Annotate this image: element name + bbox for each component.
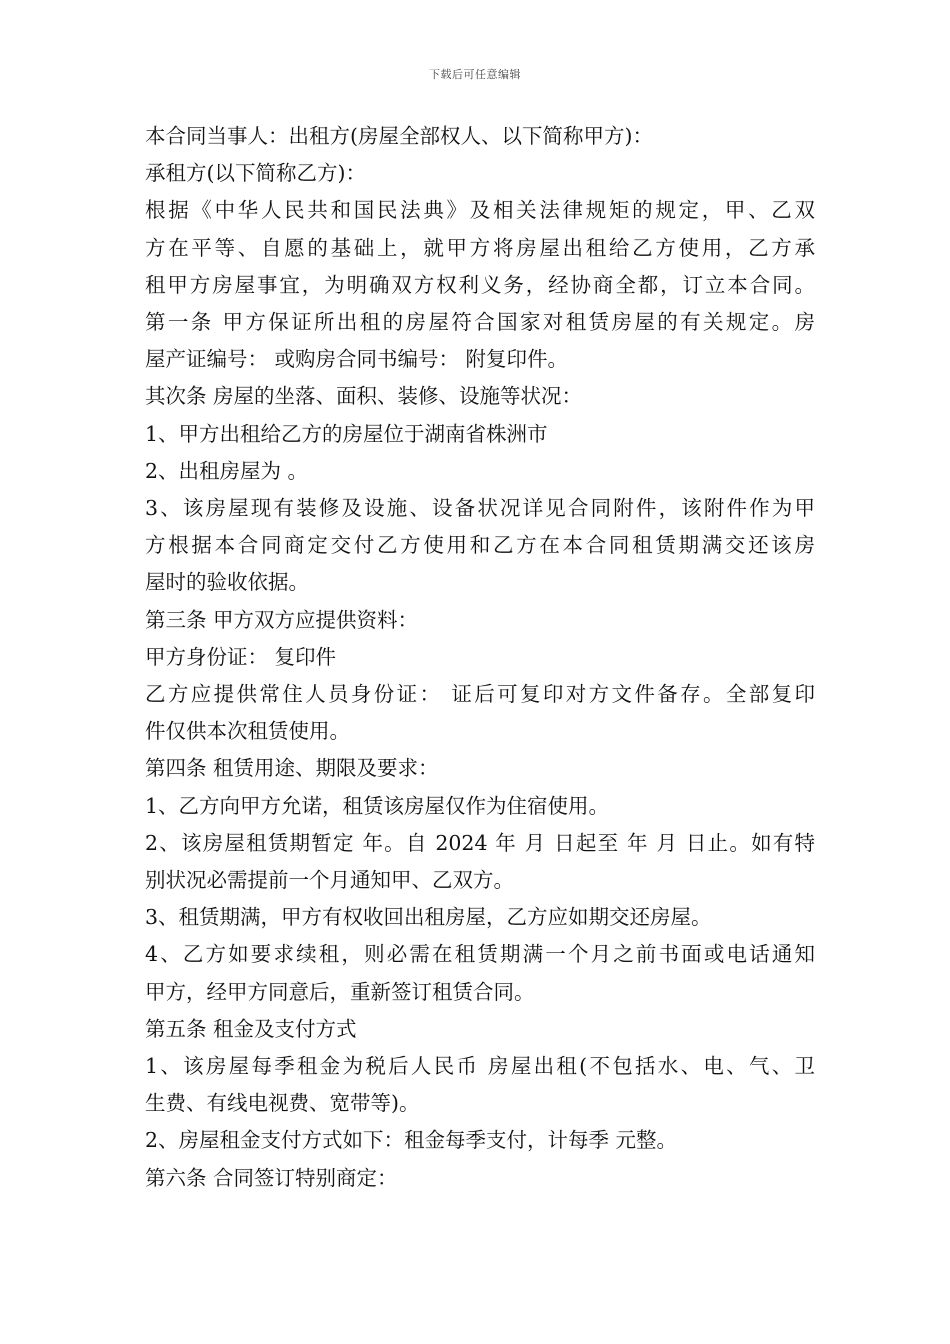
text-line: 屋产证编号： 或购房合同书编号： 附复印件。 xyxy=(145,347,569,372)
text-line: 生费、有线电视费、宽带等)。 xyxy=(145,1091,420,1116)
text-line: 其次条 房屋的坐落、面积、装修、设施等状况： xyxy=(145,384,583,409)
text-line: 别状况必需提前一个月通知甲、乙双方。 xyxy=(145,868,514,893)
text-line: 甲方身份证： 复印件 xyxy=(145,644,337,669)
text-line: 2、该房屋租赁期暂定 年。自 2024 年 月 日起至 年 月 日止。如有特 xyxy=(145,830,815,855)
text-line: 件仅供本次租赁使用。 xyxy=(145,719,350,744)
text-line: 第五条 租金及支付方式 xyxy=(145,1016,357,1041)
text-line: 第六条 合同签订特别商定： xyxy=(145,1165,398,1190)
text-line: 2、房屋租金支付方式如下：租金每季支付，计每季 元整。 xyxy=(145,1128,678,1153)
text-line: 第四条 租赁用途、期限及要求： xyxy=(145,756,439,781)
text-line: 根据《中华人民共和国民法典》及相关法律规矩的规定，甲、乙双 xyxy=(145,198,815,223)
text-line: 本合同当事人：出租方(房屋全部权人、以下简称甲方)： xyxy=(145,124,653,148)
contract-body xyxy=(145,118,815,1197)
text-line: 1、乙方向甲方允诺，租赁该房屋仅作为住宿使用。 xyxy=(145,793,610,818)
text-line: 方根据本合同商定交付乙方使用和乙方在本合同租赁期满交还该房 xyxy=(145,533,815,558)
text-line: 1、该房屋每季租金为税后人民币 房屋出租(不包括水、电、气、卫 xyxy=(145,1054,815,1079)
text-line: 租甲方房屋事宜，为明确双方权利义务，经协商全都，订立本合同。 xyxy=(145,272,815,297)
text-line: 1、甲方出租给乙方的房屋位于湖南省株洲市 xyxy=(145,421,548,446)
page-header-note: 下载后可任意编辑 xyxy=(429,68,521,81)
text-line: 4、乙方如要求续租，则必需在租赁期满一个月之前书面或电话通知 xyxy=(145,942,815,967)
text-line: 方在平等、自愿的基础上，就甲方将房屋出租给乙方使用，乙方承 xyxy=(145,235,815,260)
text-line: 第三条 甲方双方应提供资料： xyxy=(145,607,419,632)
text-line: 3、该房屋现有装修及设施、设备状况详见合同附件，该附件作为甲 xyxy=(145,496,815,521)
text-line: 2、出租房屋为 。 xyxy=(145,458,309,483)
text-line: 甲方，经甲方同意后，重新签订租赁合同。 xyxy=(145,979,535,1004)
text-line: 承租方(以下简称乙方)： xyxy=(145,161,366,186)
text-line: 3、租赁期满，甲方有权收回出租房屋，乙方应如期交还房屋。 xyxy=(145,905,712,930)
text-line: 屋时的验收依据。 xyxy=(145,570,309,595)
text-line: 第一条 甲方保证所出租的房屋符合国家对租赁房屋的有关规定。房 xyxy=(145,310,815,335)
text-line: 乙方应提供常住人员身份证： 证后可复印对方文件备存。全部复印 xyxy=(145,682,815,707)
